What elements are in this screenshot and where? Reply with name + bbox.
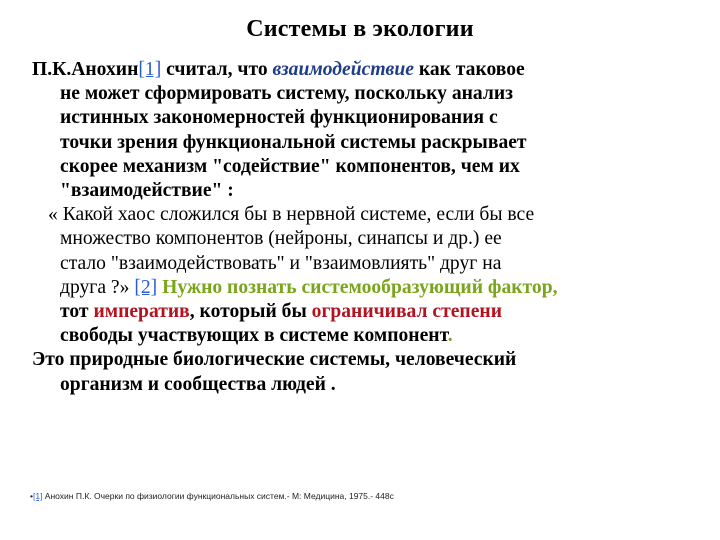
paragraph-1-line: скорее механизм "содействие" компонентов, чем их bbox=[60, 155, 520, 177]
reference-link-1[interactable]: [1] bbox=[138, 59, 162, 80]
emphasis-interaction: взаимодействие bbox=[272, 59, 414, 80]
slide-title: Системы в экологии bbox=[246, 16, 474, 42]
quote-end: друга ?» bbox=[60, 276, 135, 298]
quote-last-line bbox=[32, 276, 692, 300]
imperative-text-start: тот bbox=[60, 301, 94, 323]
imperative-text-middle: , который бы bbox=[189, 301, 312, 323]
reference-link-2[interactable]: [2] bbox=[134, 276, 158, 298]
freedom-text: свободы участвующих в системе компонент bbox=[60, 325, 448, 347]
quote-line: множество компонентов (нейроны, синапсы и др.) ее bbox=[60, 228, 502, 250]
quote-line: стало "взаимодействовать" и "взаимовлиять" друг на bbox=[60, 252, 502, 274]
limit-highlight: ограничивал степени bbox=[311, 301, 502, 323]
quote-line: « Какой хаос сложился бы в нервной системе, если бы все bbox=[48, 204, 535, 226]
freedom-line bbox=[32, 324, 692, 348]
system-factor-highlight: Нужно познать системообразующий фактор, bbox=[157, 276, 558, 298]
paragraph-1-line: точки зрения функциональной системы раскрывает bbox=[60, 131, 527, 153]
conclusion-line-1: Это природные биологические системы, человеческий bbox=[32, 349, 517, 371]
imperative-line bbox=[32, 300, 692, 324]
footnote bbox=[30, 491, 690, 501]
paragraph-1-text-a: считал, что bbox=[161, 59, 273, 80]
paragraph-1-text-b: как таковое bbox=[413, 59, 525, 80]
paragraph-1-line: "взаимодействие" : bbox=[60, 180, 234, 202]
footnote-text: Анохин П.К. Очерки по физиологии функциональных систем.- М: Медицина, 1975.- 448с bbox=[42, 491, 394, 501]
imperative-highlight: императив bbox=[93, 301, 190, 323]
period-highlight: . bbox=[447, 325, 453, 347]
slide-body bbox=[32, 58, 692, 397]
paragraph-1-first-line bbox=[32, 58, 692, 82]
conclusion-line-2: организм и сообщества людей . bbox=[60, 373, 336, 395]
footnote-bullet: • bbox=[30, 491, 33, 501]
footnote-reference-link[interactable]: [1] bbox=[32, 491, 43, 501]
author-name: П.К.Анохин bbox=[32, 59, 139, 80]
paragraph-1-line: не может сформировать систему, поскольку анализ bbox=[60, 83, 514, 105]
paragraph-1-line: истинных закономерностей функционирования с bbox=[60, 107, 498, 129]
